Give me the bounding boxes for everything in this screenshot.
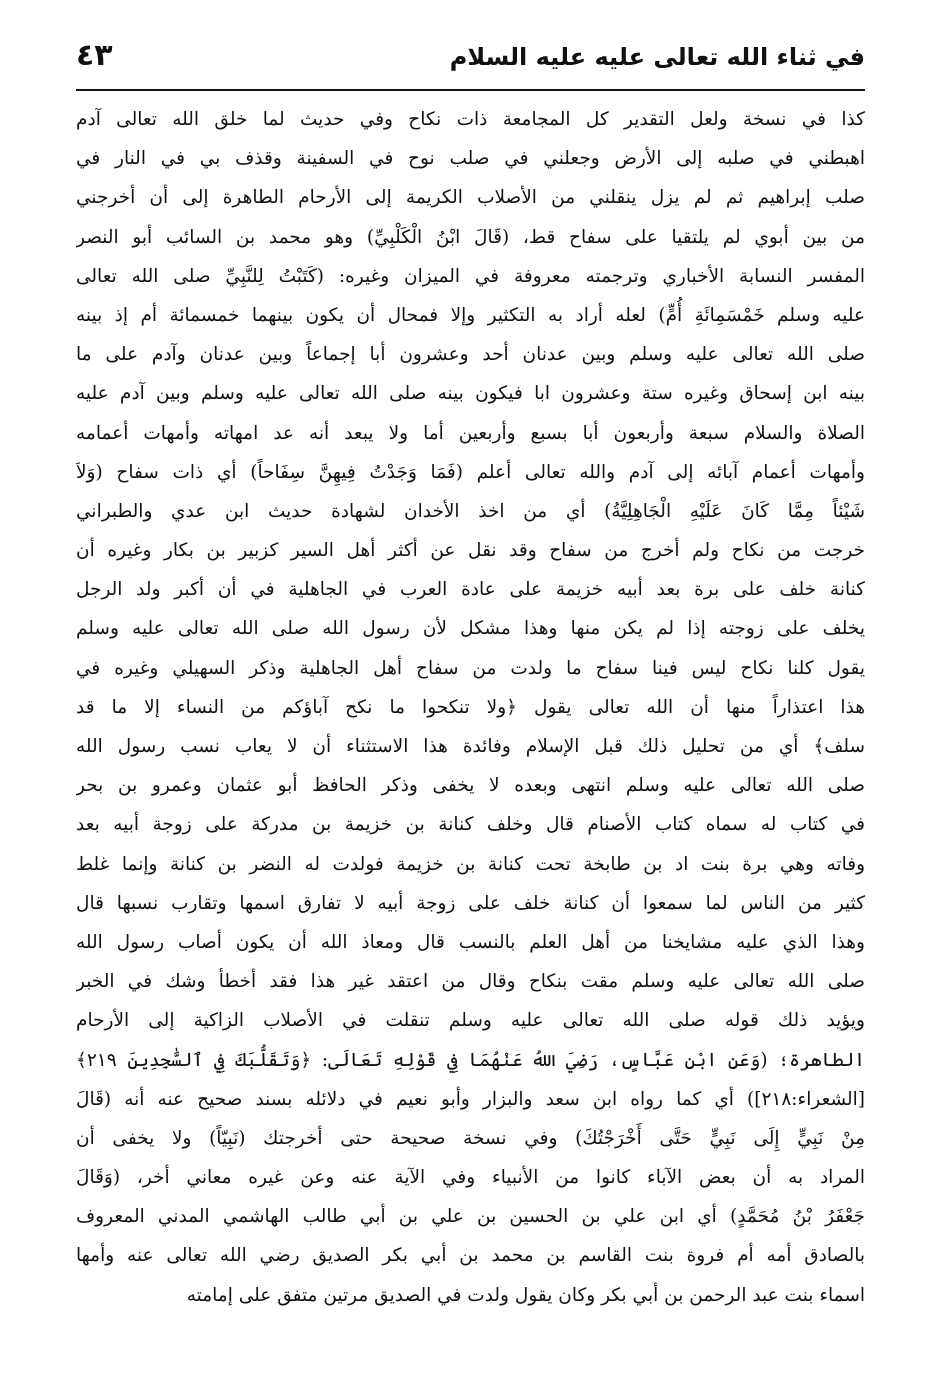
text-line: صلى الله تعالى عليه وسلم مقت بنكاح وقال من اعتقد غير هذا فقد أخطأ وشك في الخبر	[76, 971, 865, 993]
text-line: وهذا الذي عليه مشايخنا من أهل العلم بالنسب قال ومعاذ الله أن يكون أصاب رسول الله	[76, 931, 865, 953]
text-line: عليه وسلم خَمْسَمِائَةِ أُمٍّ) لعله أراد به التكثير وإلا فمحال أن يكون بينهما خمسمائة أم إذ بينه	[76, 304, 865, 326]
text-line: صلب إبراهيم ثم لم يزل ينقلني من الأصلاب الكريمة إلى الأرحام الطاهرة إلى أن أخرجني	[76, 187, 865, 209]
text-line: وفاته وهي برة بنت اد بن طابخة تحت كنانة بن خزيمة فولدت له النضر بن كنانة وإنما غلط	[76, 853, 865, 875]
text-line: جَعْفَرُ بْنُ مُحَمَّدٍ) أي ابن علي بن الحسين بن علي بن أبي طالب الهاشمي المدني المعروف	[76, 1206, 865, 1228]
text-line: كنانة خلف على برة بعد أبيه خزيمة على عادة العرب في الجاهلية في أن أكبر ولد الرجل	[76, 579, 865, 601]
text-line: خرجت من نكاح ولم أخرج من سفاح وقد نقل عن أكثر أهل السير كزبير بن بكار وغيره أن	[76, 540, 865, 562]
text-line: اهبطني في صلبه إلى الأرض وجعلني في صلب نوح في السفينة وقذف بي في النار في	[76, 148, 865, 170]
text-line: مِنْ نَبِيٍّ إِلَى نَبِيٍّ حَتَّى أَخْرَجْتُكَ) وفي نسخة صحيحة حتى أخرجتك (نَبِيّاً) ولا يخفى أن	[76, 1127, 865, 1149]
text-line: صلى الله تعالى عليه وسلم انتهى وبعده لا يخفى وذكر الحافظ أبو عثمان وعمرو بن بحر	[76, 775, 865, 797]
text-line: يقول كلنا نكاح ليس فينا سفاح ما ولدت من سفاح أهل الجاهلية وذكر السهيلي وغيره في	[76, 657, 865, 679]
text-line: ويؤيد ذلك قوله صلى الله تعالى عليه وسلم تنقلت في الأصلاب الزاكية إلى الأرحام	[76, 1010, 865, 1032]
body-text	[76, 100, 865, 1315]
page-number: ٤٣	[76, 38, 113, 73]
header-divider	[76, 89, 865, 91]
text-line: هذا اعتذاراً منها أن الله تعالى يقول ﴿ولا تنكحوا ما نكح آباؤكم من النساء إلا ما قد	[76, 696, 865, 718]
text-line: يخلف على زوجته إذا لم يكن منها وهذا مشكل لأن رسول الله صلى الله تعالى عليه وسلم	[76, 618, 865, 640]
text-line: بالصادق أمه أم فروة بنت القاسم بن محمد بن أبي بكر الصديق رضي الله تعالى عنه وأمها	[76, 1245, 865, 1267]
text-line: [الشعراء:٢١٨]) أي كما رواه ابن سعد والبزار وأبو نعيم في دلائله بسند صحيح عنه أنه (قَالَ	[76, 1088, 865, 1110]
text-line: الطاهرة؛ (وَعَنِ ابْنِ عَبَّاسٍ، رَضِيَ اللهُ عَنْهُمَا فِي قَوْلِهِ تَعَالَى: ﴿وَتَقَلُّبَكَ فِي ٱلسَّٰجِدِينَ ٢١٩﴾	[76, 1049, 865, 1071]
text-line: اسماء بنت عبد الرحمن بن أبي بكر وكان يقول ولدت في الصديق مرتين متفق على إمامته	[186, 1284, 865, 1306]
text-line: من بين أبوي لم يلتقيا على سفاح قط، (قَالَ ابْنُ الْكَلْبِيِّ) وهو محمد بن السائب أبو النصر	[76, 226, 865, 248]
page-header	[76, 38, 865, 90]
running-title: في ثناء الله تعالى عليه عليه السلام	[449, 43, 865, 71]
text-line: كثير من الناس لما سمعوا أن كنانة خلف على زوجة أبيه لا تفارق اسمها وتقارب نسبها قال	[76, 892, 865, 914]
text-line: في كتاب له سماه كتاب الأصنام قال وخلف كنانة بن خزيمة بن مدركة على زوجة أبيه بعد	[76, 814, 865, 836]
text-line: صلى الله تعالى عليه وسلم وبين عدنان أحد وعشرون أبا إجماعاً وبين عدنان وآدم على ما	[76, 344, 865, 366]
text-line: شَيْئاً مِمَّا كَانَ عَلَيْهِ الْجَاهِلِيَّةُ) أي من اخذ الأخدان لشهادة حديث ابن عدي والطبراني	[76, 500, 865, 522]
text-line: سلف﴾ أي من تحليل ذلك قبل الإسلام وفائدة هذا الاستثناء أن لا يعاب نسب رسول الله	[76, 736, 865, 757]
text-line: المفسر النسابة الأخباري وترجمته معروفة في الميزان وغيره: (كَتَبْتُ لِلنَّبِيِّ صلى الله تعالى	[76, 265, 865, 287]
text-line: بينه ابن إسحاق وغيره ستة وعشرون ابا فيكون بينه صلى الله تعالى عليه وسلم وبين آدم عليه	[76, 383, 865, 405]
text-line: كذا في نسخة ولعل التقدير كل المجامعة ذات نكاح وفي حديث لما خلق الله تعالى آدم	[76, 109, 865, 130]
text-line: المراد به أن بعض الآباء كانوا من الأنبياء وفي الآية عنه وعن غيره معاني أخر، (وَقَالَ	[76, 1167, 865, 1189]
text-line: الصلاة والسلام سبعة وأربعون أبا بسبع وأربعين أما ولا يبعد أنه عد امهاته وأمهات أعمامه	[76, 422, 865, 444]
text-line: وأمهات أعمام آبائه إلى آدم والله تعالى أعلم (فَمَا وَجَدْتُ فِيهِنَّ سِفَاحاً) أي ذات سفاح (وَلاَ	[76, 461, 865, 483]
